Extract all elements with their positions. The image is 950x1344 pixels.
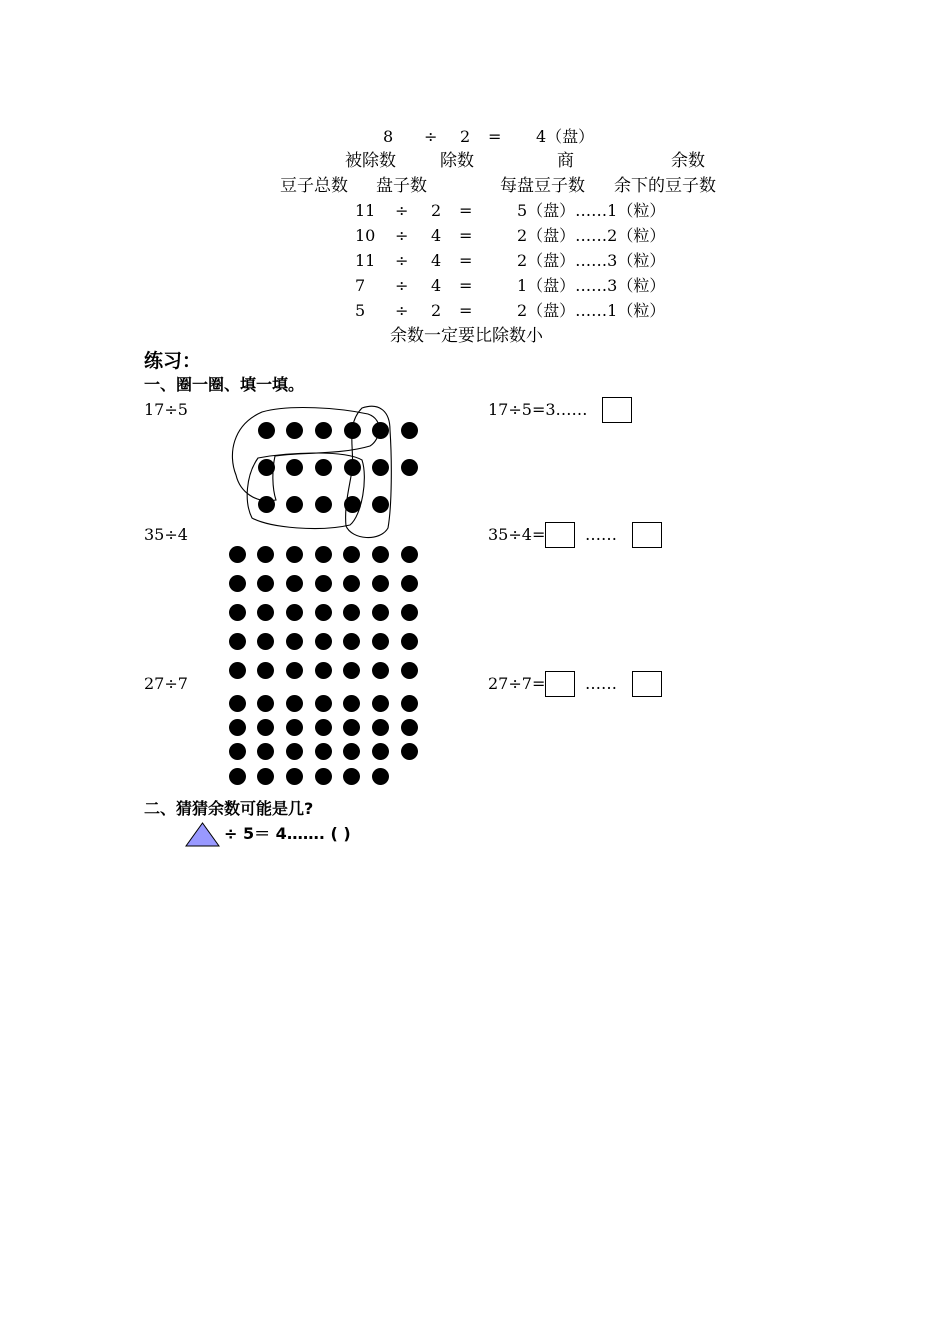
answer-prefix: 35÷4= bbox=[488, 525, 546, 544]
intro-eq-dividend: 8 bbox=[383, 127, 394, 146]
row-op: ÷ bbox=[395, 226, 409, 245]
intro-eq-divisor: 2 bbox=[460, 127, 471, 146]
answer-prefix: 27÷7= bbox=[488, 674, 546, 693]
dot bbox=[229, 743, 246, 760]
row-dividend: 11 bbox=[355, 251, 376, 270]
dot bbox=[286, 604, 303, 621]
dot bbox=[372, 743, 389, 760]
dot bbox=[372, 768, 389, 785]
meaning-quotient: 每盘豆子数 bbox=[500, 176, 585, 196]
dot bbox=[286, 719, 303, 736]
row-divisor: 2 bbox=[431, 201, 442, 220]
circle-loop-1 bbox=[232, 408, 379, 501]
dot bbox=[372, 633, 389, 650]
row-result: 2（盘）……2（粒） bbox=[517, 226, 666, 245]
dot bbox=[315, 633, 332, 650]
row-dividend: 5 bbox=[355, 301, 366, 320]
meaning-dividend: 豆子总数 bbox=[280, 176, 348, 196]
dot bbox=[257, 743, 274, 760]
row-divisor: 4 bbox=[431, 251, 442, 270]
dot bbox=[315, 662, 332, 679]
dot bbox=[315, 695, 332, 712]
dot bbox=[401, 662, 418, 679]
row-op: ÷ bbox=[395, 201, 409, 220]
label-dividend: 被除数 bbox=[345, 151, 396, 171]
dot bbox=[257, 768, 274, 785]
row-divisor: 4 bbox=[431, 226, 442, 245]
remainder-answer-box[interactable] bbox=[602, 397, 632, 423]
label-quotient: 商 bbox=[557, 151, 574, 171]
remainder-rule: 余数一定要比除数小 bbox=[390, 326, 543, 346]
dot bbox=[286, 633, 303, 650]
dot bbox=[229, 604, 246, 621]
row-equals: = bbox=[459, 226, 473, 245]
remainder-answer-box[interactable] bbox=[632, 671, 662, 697]
dot bbox=[401, 695, 418, 712]
dot bbox=[229, 719, 246, 736]
dot bbox=[315, 719, 332, 736]
dot bbox=[401, 633, 418, 650]
dot bbox=[257, 604, 274, 621]
intro-eq-result: 4（盘） bbox=[536, 127, 595, 146]
intro-eq-equals: = bbox=[488, 127, 502, 146]
dot bbox=[343, 719, 360, 736]
intro-eq-op: ÷ bbox=[424, 127, 438, 146]
row-equals: = bbox=[459, 251, 473, 270]
dot bbox=[257, 633, 274, 650]
dot bbox=[401, 546, 418, 563]
dot bbox=[286, 662, 303, 679]
dot bbox=[229, 633, 246, 650]
remainder-answer-box[interactable] bbox=[632, 522, 662, 548]
dot bbox=[257, 575, 274, 592]
dot bbox=[401, 604, 418, 621]
row-equals: = bbox=[459, 201, 473, 220]
dot bbox=[401, 575, 418, 592]
dot bbox=[315, 546, 332, 563]
dot bbox=[372, 695, 389, 712]
section1-title: 一、圈一圈、填一填。 bbox=[144, 375, 305, 394]
row-op: ÷ bbox=[395, 301, 409, 320]
dot bbox=[257, 662, 274, 679]
dot bbox=[372, 662, 389, 679]
dot bbox=[343, 768, 360, 785]
dot bbox=[229, 695, 246, 712]
row-dividend: 10 bbox=[355, 226, 376, 245]
dot bbox=[286, 743, 303, 760]
row-dividend: 7 bbox=[355, 276, 366, 295]
row-result: 1（盘）……3（粒） bbox=[517, 276, 666, 295]
dot bbox=[343, 575, 360, 592]
dot bbox=[315, 575, 332, 592]
dot bbox=[343, 743, 360, 760]
dot bbox=[315, 768, 332, 785]
dot bbox=[286, 546, 303, 563]
label-divisor: 除数 bbox=[440, 151, 474, 171]
row-equals: = bbox=[459, 301, 473, 320]
row-divisor: 4 bbox=[431, 276, 442, 295]
dot bbox=[286, 575, 303, 592]
circle-loop-3 bbox=[346, 406, 392, 537]
row-result: 2（盘）……3（粒） bbox=[517, 251, 666, 270]
row-result: 2（盘）……1（粒） bbox=[517, 301, 666, 320]
row-equals: = bbox=[459, 276, 473, 295]
circle-loop-2 bbox=[247, 453, 364, 529]
practice-heading: 练习： bbox=[144, 350, 202, 372]
guess-expression: ÷ 5＝ 4……. ( ) bbox=[224, 824, 351, 843]
row-dividend: 11 bbox=[355, 201, 376, 220]
dot bbox=[401, 743, 418, 760]
dot bbox=[257, 719, 274, 736]
dot bbox=[286, 695, 303, 712]
problem-label: 35÷4 bbox=[144, 525, 188, 544]
dot bbox=[229, 662, 246, 679]
dot bbox=[372, 546, 389, 563]
problem-label: 27÷7 bbox=[144, 674, 188, 693]
row-divisor: 2 bbox=[431, 301, 442, 320]
meaning-divisor: 盘子数 bbox=[376, 176, 427, 196]
dot bbox=[286, 768, 303, 785]
ellipsis-separator: …… bbox=[585, 674, 617, 693]
quotient-answer-box[interactable] bbox=[545, 522, 575, 548]
dot bbox=[372, 604, 389, 621]
dot bbox=[343, 546, 360, 563]
label-remainder: 余数 bbox=[671, 151, 705, 171]
dot bbox=[343, 695, 360, 712]
problem-label: 17÷5 bbox=[144, 400, 188, 419]
dot bbox=[229, 575, 246, 592]
dot bbox=[315, 743, 332, 760]
dot bbox=[343, 604, 360, 621]
dot bbox=[257, 546, 274, 563]
answer-prefix: 17÷5=3…… bbox=[488, 400, 588, 419]
dot bbox=[343, 633, 360, 650]
dot bbox=[257, 695, 274, 712]
dot bbox=[401, 719, 418, 736]
dot bbox=[229, 768, 246, 785]
dot bbox=[229, 546, 246, 563]
row-op: ÷ bbox=[395, 276, 409, 295]
meaning-remainder: 余下的豆子数 bbox=[614, 176, 716, 196]
quotient-answer-box[interactable] bbox=[545, 671, 575, 697]
dot bbox=[372, 575, 389, 592]
section2-title: 二、猜猜余数可能是几? bbox=[144, 799, 314, 818]
row-op: ÷ bbox=[395, 251, 409, 270]
row-result: 5（盘）……1（粒） bbox=[517, 201, 666, 220]
ellipsis-separator: …… bbox=[585, 525, 617, 544]
dot bbox=[343, 662, 360, 679]
dot bbox=[372, 719, 389, 736]
dot bbox=[315, 604, 332, 621]
